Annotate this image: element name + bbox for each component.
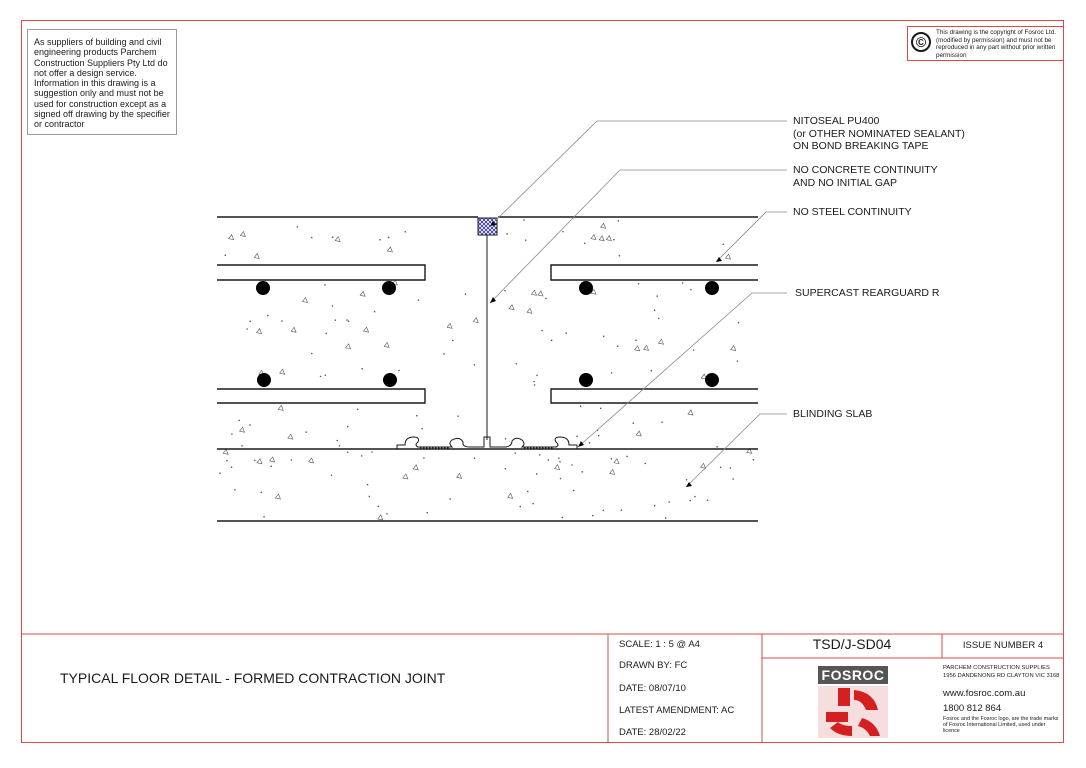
aggregate-dot (654, 310, 655, 311)
aggregate-stone (229, 235, 234, 240)
aggregate-dot (361, 455, 362, 456)
aggregate-dot (527, 491, 528, 492)
aggregate-dot (536, 375, 537, 376)
aggregate-dot (339, 445, 340, 446)
aggregate-dot (654, 505, 655, 506)
trademark-note: Fosroc and the Fosroc logo, are the trade marks of Fosroc International Limited, used under licence (943, 716, 1059, 735)
aggregate-dot (573, 490, 574, 491)
aggregate-dot (271, 466, 272, 467)
aggregate-dot (239, 420, 240, 421)
aggregate-dot (560, 478, 561, 479)
aggregate-dot (261, 492, 262, 493)
aggregate-dot (369, 496, 370, 497)
aggregate-dot (525, 240, 526, 241)
aggregate-dot (558, 458, 559, 459)
aggregate-dot (219, 473, 220, 474)
aggregate-stone (658, 339, 663, 344)
aggregate-stone (254, 254, 259, 259)
aggregate-dot (324, 284, 325, 285)
aggregate-dot (738, 322, 739, 323)
aggregate-dot (580, 406, 581, 407)
aggregate-dot (379, 239, 380, 240)
aggregate-dot (505, 438, 506, 439)
aggregate-dot (507, 233, 508, 234)
aggregate-stone (270, 457, 275, 462)
aggregate-stone (387, 247, 392, 252)
aggregate-dot (474, 364, 475, 365)
aggregate-stone (413, 465, 418, 470)
rebar-dot (705, 373, 719, 387)
aggregate-dot (347, 452, 348, 453)
aggregate-stone (701, 463, 706, 468)
amendment-date-label: DATE: 28/02/22 (619, 727, 686, 738)
aggregate-dot (542, 330, 543, 331)
aggregate-dot (618, 220, 619, 221)
aggregate-dot (613, 239, 614, 240)
aggregate-dot (422, 428, 423, 429)
drawing-title: TYPICAL FLOOR DETAIL - FORMED CONTRACTION JOINT (60, 670, 446, 686)
aggregate-dot (548, 459, 549, 460)
aggregate-stone (614, 459, 619, 464)
callout-rearguard: SUPERCAST REARGUARD R (795, 287, 940, 299)
aggregate-dot (335, 320, 336, 321)
aggregate-dot (320, 376, 321, 377)
aggregate-dot (598, 435, 599, 436)
aggregate-dot (633, 423, 634, 424)
aggregate-dot (694, 496, 695, 497)
fosroc-logo (818, 666, 888, 738)
company-address (943, 664, 1059, 680)
aggregate-dot (405, 231, 406, 232)
aggregate-dot (250, 424, 251, 425)
aggregate-stone (610, 469, 615, 474)
rebar-dot (579, 281, 593, 295)
aggregate-dot (611, 372, 612, 373)
callout-concrete: NO CONCRETE CONTINUITY AND NO INITIAL GAP (793, 164, 938, 189)
aggregate-stone (538, 291, 543, 296)
callout-steel: NO STEEL CONTINUITY (793, 206, 912, 218)
aggregate-stone (688, 410, 693, 415)
aggregate-stone (601, 223, 606, 228)
aggregate-dot (636, 340, 637, 341)
aggregate-stone (531, 290, 536, 295)
aggregate-dot (444, 353, 445, 354)
aggregate-dot (566, 333, 567, 334)
aggregate-dot (600, 408, 601, 409)
aggregate-dot (378, 506, 379, 507)
aggregate-dot (627, 456, 628, 457)
aggregate-dot (546, 298, 547, 299)
aggregate-dot (346, 320, 347, 321)
logo-wordmark: FOSROC (818, 666, 888, 684)
aggregate-dot (225, 255, 226, 256)
aggregate-dot (332, 306, 333, 307)
aggregate-dot (638, 283, 639, 284)
aggregate-dot (582, 471, 583, 472)
aggregate-dot (474, 458, 475, 459)
aggregate-dot (665, 517, 666, 518)
aggregate-dot (524, 220, 525, 221)
aggregate-dot (645, 463, 646, 464)
aggregate-dot (603, 336, 604, 337)
aggregate-dot (662, 422, 663, 423)
aggregate-stone (403, 474, 408, 479)
aggregate-dot (730, 468, 731, 469)
aggregate-stone (302, 298, 307, 303)
drawing-number: TSD/J-SD04 (812, 636, 892, 652)
aggregate-stone (591, 235, 596, 240)
aggregate-stone (527, 308, 532, 313)
aggregate-stone (599, 236, 604, 241)
aggregate-stone (346, 344, 351, 349)
aggregate-dot (367, 484, 368, 485)
rebar-dot (579, 373, 593, 387)
aggregate-dot (584, 243, 585, 244)
aggregate-stone (288, 434, 293, 439)
aggregate-dot (254, 460, 255, 461)
scale-label: SCALE: 1 : 5 @ A4 (619, 639, 700, 650)
aggregate-stone (378, 515, 383, 520)
rebar-dot (256, 281, 270, 295)
aggregate-dot (690, 289, 691, 290)
aggregate-stone (384, 342, 389, 347)
aggregate-dot (423, 458, 424, 459)
aggregate-dot (452, 340, 453, 341)
aggregate-stone (360, 291, 365, 296)
aggregate-stone (278, 405, 283, 410)
aggregate-dot (669, 502, 670, 503)
aggregate-dot (658, 318, 659, 319)
aggregate-dot (693, 349, 694, 350)
aggregate-stone (291, 327, 296, 332)
aggregate-dot (291, 460, 292, 461)
aggregate-dot (611, 458, 612, 459)
callout-blinding: BLINDING SLAB (793, 408, 873, 420)
rebar-dot (705, 281, 719, 295)
aggregate-dot (281, 321, 282, 322)
aggregate-stone (636, 431, 641, 436)
aggregate-stone (447, 323, 452, 328)
aggregate-dot (264, 516, 265, 517)
aggregate-stone (555, 465, 560, 470)
aggregate-stone (364, 327, 369, 332)
company-name: PARCHEM CONSTRUCTION SUPPLIES (943, 665, 1050, 671)
website-link[interactable]: www.fosroc.com.au (943, 688, 1026, 699)
aggregate-dot (427, 512, 428, 513)
aggregate-dot (231, 434, 232, 435)
aggregate-dot (362, 368, 363, 369)
aggregate-dot (416, 415, 417, 416)
aggregate-stone (280, 369, 285, 374)
callout-sealant: NITOSEAL PU400 (or OTHER NOMINATED SEALANT) ON BOND BREAKING TAPE (793, 115, 965, 152)
aggregate-stone (726, 254, 731, 259)
aggregate-dot (231, 467, 232, 468)
aggregate-dot (234, 489, 235, 490)
rebar-dot (383, 373, 397, 387)
disclaimer-note: As suppliers of building and civil engineering products Parchem Construction Suppliers Pty Ltd do not offer a design service. Information in this drawing is a suggestion only and must not be used for construction except as a signed off drawing by the specifier or contractor (27, 29, 177, 135)
copyright-icon: © (911, 32, 931, 52)
aggregate-dot (331, 475, 332, 476)
bottom-bar-right (551, 389, 758, 403)
contact-info (943, 686, 1025, 716)
aggregate-stone (457, 473, 462, 478)
aggregate-dot (347, 426, 348, 427)
aggregate-dot (534, 385, 535, 386)
aggregate-dot (536, 473, 537, 474)
bottom-bar-left (217, 389, 425, 403)
aggregate-stone (644, 345, 649, 350)
aggregate-dot (371, 452, 372, 453)
aggregate-dot (311, 237, 312, 238)
aggregate-stone (275, 494, 280, 499)
arrow-head (686, 482, 692, 487)
aggregate-dot (242, 445, 243, 446)
aggregate-dot (571, 465, 572, 466)
aggregate-dot (465, 294, 466, 295)
date-label: DATE: 08/07/10 (619, 683, 686, 694)
aggregate-dot (617, 346, 618, 347)
aggregate-dot (717, 446, 718, 447)
aggregate-dot (418, 300, 419, 301)
aggregate-dot (720, 467, 721, 468)
arrow-head (716, 257, 722, 262)
aggregate-dot (357, 409, 358, 410)
aggregate-stone (223, 449, 228, 454)
aggregate-dot (450, 498, 451, 499)
aggregate-stone (509, 305, 514, 310)
aggregate-dot (562, 517, 563, 518)
aggregate-dot (603, 510, 604, 511)
aggregate-dot (267, 315, 268, 316)
aggregate-stone (731, 346, 736, 351)
aggregate-dot (505, 468, 506, 469)
aggregate-dot (733, 479, 734, 480)
aggregate-stone (257, 329, 262, 334)
leader-steel (716, 212, 787, 262)
issue-number: ISSUE NUMBER 4 (962, 640, 1044, 651)
drawn-by-label: DRAWN BY: FC (619, 660, 688, 671)
aggregate-dot (723, 244, 724, 245)
aggregate-dot (589, 442, 590, 443)
aggregate-stone (606, 236, 611, 241)
aggregate-stone (240, 427, 245, 432)
aggregate-dot (682, 283, 683, 284)
aggregate-dot (226, 460, 227, 461)
aggregate-dot (559, 461, 560, 462)
sealant-block (478, 218, 497, 235)
aggregate-dot (306, 432, 307, 433)
address-line: 1956 DANDENONG RD CLAYTON VIC 3168 (943, 673, 1060, 679)
aggregate-dot (737, 361, 738, 362)
aggregate-dot (515, 453, 516, 454)
aggregate-dot (247, 328, 248, 329)
aggregate-dot (386, 513, 387, 514)
copyright-text: This drawing is the copyright of Fosroc Ltd. (modified by permission) and must not be reproduced in any part without prior written permission (936, 29, 1057, 59)
aggregate-dot (399, 370, 400, 371)
aggregate-dot (332, 237, 333, 238)
aggregate-dot (458, 416, 459, 417)
aggregate-dot (577, 436, 578, 437)
aggregate-dot (562, 231, 563, 232)
top-bar-left (217, 265, 425, 280)
aggregate-dot (533, 503, 534, 504)
aggregate-dot (619, 255, 620, 256)
aggregate-dot (325, 375, 326, 376)
rebar-dot (257, 373, 271, 387)
aggregate-stone (240, 232, 245, 237)
aggregate-dot (388, 237, 389, 238)
aggregate-dot (686, 479, 687, 480)
aggregate-stone (309, 458, 314, 463)
aggregate-dot (297, 226, 298, 227)
top-bar-right (551, 265, 758, 280)
leader-blinding (686, 414, 787, 487)
aggregate-dot (592, 515, 593, 516)
aggregate-dot (539, 454, 540, 455)
aggregate-stone (635, 346, 640, 351)
rebar-dot (382, 281, 396, 295)
arrow-head (578, 441, 584, 447)
aggregate-dot (326, 333, 327, 334)
amendment-label: LATEST AMENDMENT: AC (619, 705, 735, 716)
aggregate-stone (473, 318, 478, 323)
logo-mark-icon (818, 666, 888, 738)
phone-number: 1800 812 864 (943, 703, 1002, 714)
aggregate-dot (250, 321, 251, 322)
aggregate-dot (311, 353, 312, 354)
aggregate-stone (257, 459, 262, 464)
aggregate-stone (335, 237, 340, 242)
aggregate-dot (690, 500, 691, 501)
aggregate-dot (621, 510, 622, 511)
aggregate-dot (516, 363, 517, 364)
aggregate-dot (374, 311, 375, 312)
leader-rearguard (578, 293, 787, 447)
aggregate-stone (508, 493, 513, 498)
aggregate-dot (504, 290, 505, 291)
aggregate-dot (753, 459, 754, 460)
aggregate-dot (520, 506, 521, 507)
aggregate-dot (348, 321, 349, 322)
aggregate-dot (651, 370, 652, 371)
aggregate-dot (551, 340, 552, 341)
aggregate-dot (337, 440, 338, 441)
leader-sealant (490, 121, 787, 226)
aggregate-dot (657, 296, 658, 297)
aggregate-dot (534, 381, 535, 382)
aggregate-dot (707, 500, 708, 501)
